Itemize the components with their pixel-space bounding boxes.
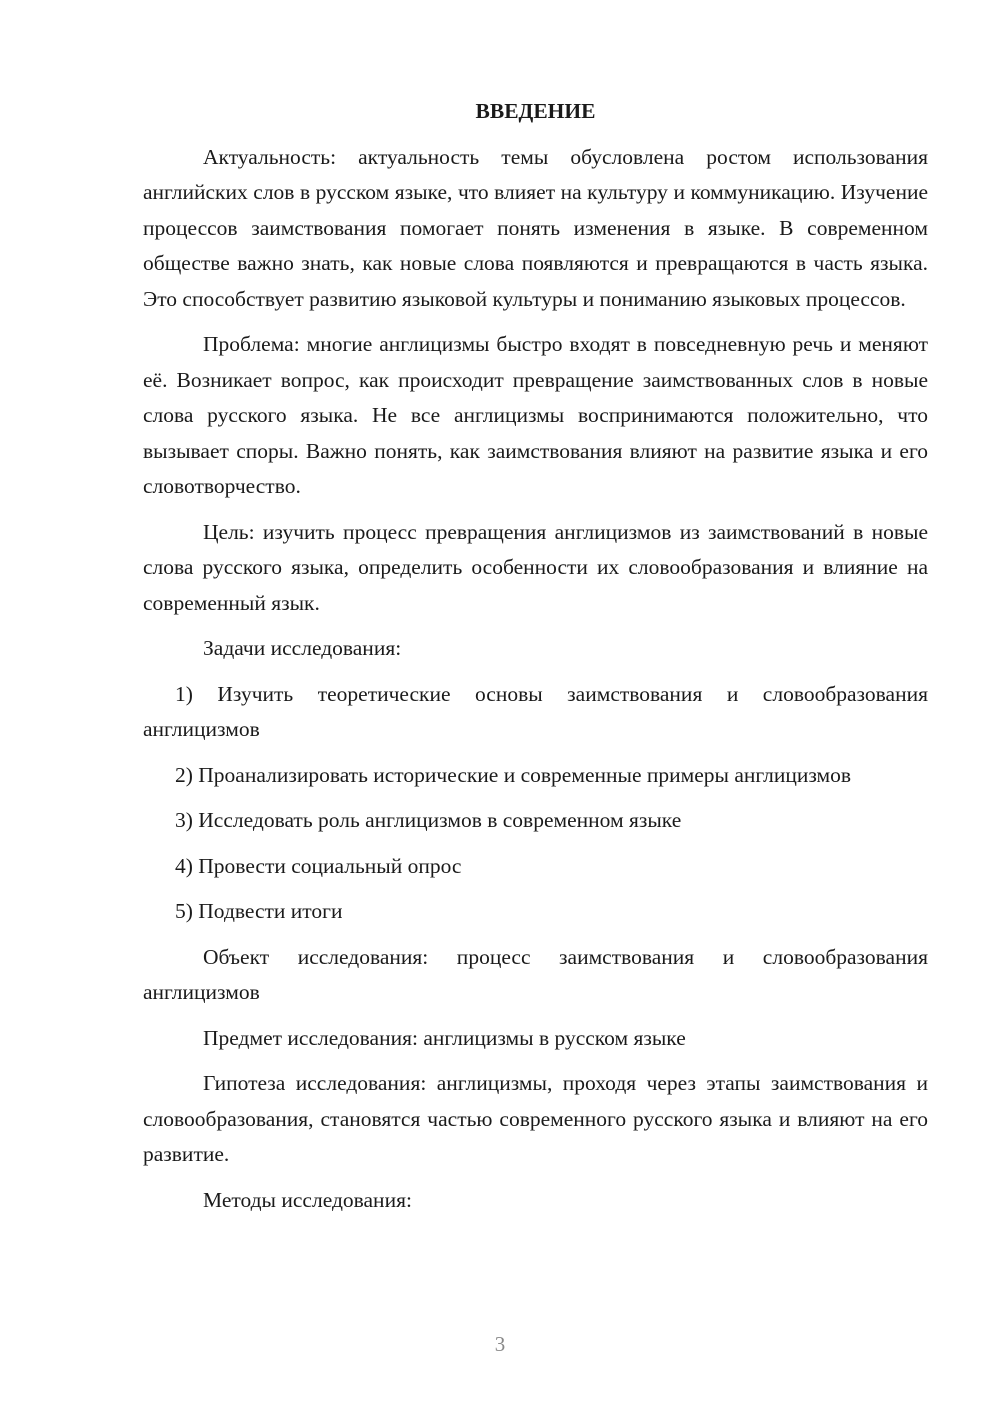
problem-paragraph: Проблема: многие англицизмы быстро входят в повседневную речь и меняют её. Возникает вопрос, как происходит превращение заимствованных слов в новые слова русского языка. Не все англицизмы воспринимаются положительно, что вызывает споры. Важно понять, как заимствования влияют на развитие языка и его словотворчество. bbox=[143, 332, 928, 498]
list-item: 4) Провести социальный опрос bbox=[175, 853, 462, 878]
list-item: 5) Подвести итоги bbox=[175, 899, 343, 923]
page-number: 3 bbox=[494, 1332, 506, 1356]
relevance-paragraph: Актуальность: актуальность темы обусловлена ростом использования английских слов в русском языке, что влияет на культуру и коммуникацию. Изучение процессов заимствования помогает понять изменения в языке. В современном обществе важно знать, как новые слова появляются и превращаются в часть языка. Это способствует развитию языковой культуры и пониманию языковых процессов. bbox=[143, 144, 928, 311]
methods-paragraph: Методы исследования: bbox=[203, 1187, 412, 1212]
page-title: ВВЕДЕНИЕ bbox=[475, 99, 596, 123]
tasks-heading: Задачи исследования: bbox=[203, 636, 402, 660]
list-item: 1) Изучить теоретические основы заимствования и словообразования англицизмов bbox=[143, 681, 928, 741]
subject-paragraph: Предмет исследования: англицизмы в русском языке bbox=[203, 1025, 686, 1050]
goal-paragraph: Цель: изучить процесс превращения англицизмов из заимствований в новые слова русского языка, определить особенности их словообразования и влияние на современный язык. bbox=[143, 519, 928, 615]
document-page bbox=[143, 94, 928, 1228]
tasks-list bbox=[143, 677, 928, 930]
object-paragraph: Объект исследования: процесс заимствования и словообразования англицизмов bbox=[143, 944, 928, 1004]
list-item: 2) Проанализировать исторические и современные примеры англицизмов bbox=[175, 762, 852, 787]
list-item: 3) Исследовать роль англицизмов в современном языке bbox=[175, 808, 682, 832]
hypothesis-paragraph: Гипотеза исследования: англицизмы, проходя через этапы заимствования и словообразования, становятся частью современного русского языка и влияют на его развитие. bbox=[143, 1071, 928, 1166]
